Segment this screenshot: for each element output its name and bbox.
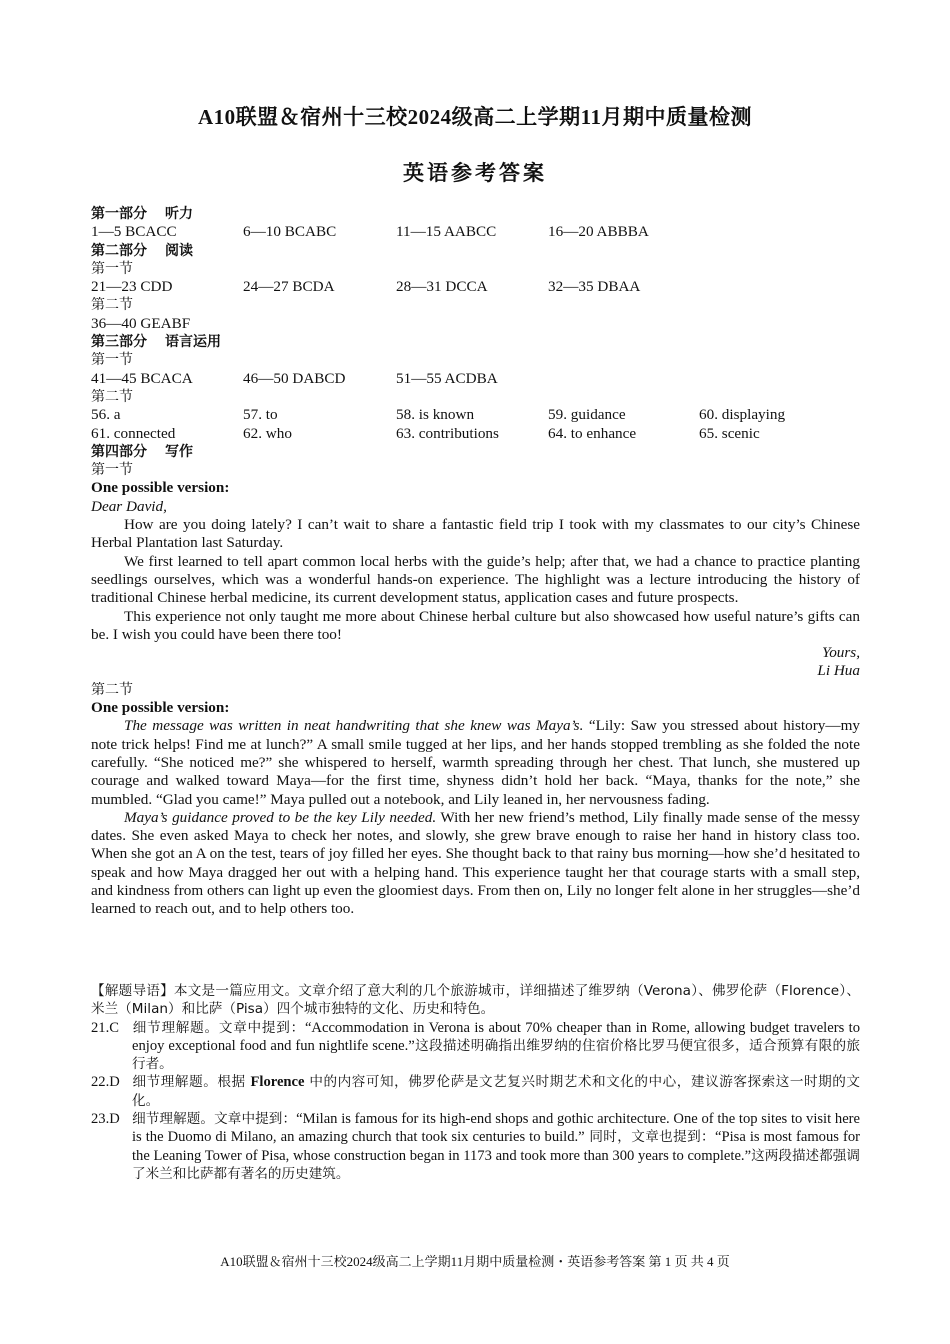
part3-number: 第三部分 <box>91 334 147 351</box>
letter-closing: Yours, <box>822 644 860 662</box>
part2-name: 阅读 <box>165 242 193 259</box>
quoted-text: “Milan is famous for its high-end shops and gothic architecture. One of the top sites to visit here is the Duomo di Milano, an amazing church that took six centuries to build.” <box>132 1111 861 1146</box>
answer-group: 6—10 BCABC <box>243 223 337 241</box>
part4-number: 第四部分 <box>91 443 147 460</box>
explanation-intro <box>91 982 860 1019</box>
intro-text: 【解题导语】本文是一篇应用文。文章介绍了意大利的几个旅游城市，详细描述了维罗纳（Verona）、佛罗伦萨（Florence）、米兰（Milan）和比萨（Pisa）四个城市独特的文化、历史和特色。 <box>91 983 860 1018</box>
answer-group: 41—45 BCACA <box>91 369 193 387</box>
part1-name: 听力 <box>165 206 193 222</box>
answer-group: 36—40 GEABF <box>91 314 191 332</box>
part2-heading <box>91 242 860 260</box>
letter-paragraph: We first learned to tell apart common local herbs with the guide’s help; after that, we had a chance to practice planting seedlings ourselves, which was a wonderful hands-on experience. The highlight was a lecture introducing the history of traditional Chinese herbal medicine, its current development status, application cases and future prospects. <box>91 552 860 607</box>
letter-paragraph: How are you doing lately? I can’t wait to share a fantastic field trip I took with my classmates to our city’s Chinese Herbal Plantation last Saturday. <box>91 516 860 552</box>
answer-item: 57. to <box>243 406 278 424</box>
story-paragraph <box>91 809 860 919</box>
answer-group: 46—50 DABCD <box>243 369 346 387</box>
letter-salutation: Dear David, <box>91 497 167 515</box>
part4-name: 写作 <box>165 443 193 460</box>
explanation-text: 同时，文章也提到： <box>584 1129 716 1146</box>
explanations <box>91 982 860 1183</box>
answer-item: 65. scenic <box>699 424 760 442</box>
part2-section2-label: 第二节 <box>91 297 133 314</box>
paragraph-lead-sentence: Maya’s guidance proved to be the key Lily needed. <box>124 808 437 826</box>
answer-key <box>91 205 860 919</box>
paragraph-lead-sentence: The message was written in neat handwriting that she knew was Maya’s. <box>124 717 584 735</box>
part3-section1-label: 第一节 <box>91 352 133 369</box>
explanation-item <box>91 1110 860 1183</box>
letter-signature: Li Hua <box>817 662 860 680</box>
part1-answers <box>91 223 860 241</box>
keyword: Florence <box>250 1074 305 1091</box>
answer-group: 16—20 ABBBA <box>548 223 649 241</box>
answer-item: 58. is known <box>396 406 475 424</box>
version-label: One possible version: <box>91 699 230 717</box>
answer-item: 59. guidance <box>548 406 626 424</box>
answer-group: 28—31 DCCA <box>396 278 488 296</box>
answer-item: 60. displaying <box>699 406 786 424</box>
part4-section2-label: 第二节 <box>91 681 133 698</box>
part3-name: 语言运用 <box>165 334 221 351</box>
explanation-text: 中的内容可知，佛罗伦萨是文艺复兴时期艺术和文化的中心，建议游客探索这一时期的文化。 <box>132 1074 860 1109</box>
answer-item: 63. contributions <box>396 424 499 442</box>
part2-number: 第二部分 <box>91 242 147 259</box>
question-answer: 23.D <box>91 1111 120 1128</box>
explanation-text: 这两段描述都强调了米兰和比萨都有著名的历史建筑。 <box>132 1147 861 1182</box>
answer-group: 51—55 ACDBA <box>396 369 498 387</box>
quoted-text: “Pisa is most famous for the Leaning Tower of Pisa, whose construction began in 1173 and took more than 300 years to complete.” <box>132 1129 860 1164</box>
explanation-text: 细节理解题。文章中提到： <box>132 1019 305 1036</box>
version-label: One possible version: <box>91 479 230 497</box>
question-answer: 21.C <box>91 1019 119 1036</box>
answer-group: 24—27 BCDA <box>243 278 335 296</box>
explanation-text: 细节理解题。根据 <box>132 1074 251 1091</box>
quoted-text: “Accommodation in Verona is about 70% cheaper than in Rome, allowing budget travelers to enjoy exceptional food and fun nightlife scene.” <box>132 1019 861 1054</box>
answer-group: 32—35 DBAA <box>548 278 641 296</box>
part2-section1-answers <box>91 278 860 296</box>
explanation-text: 细节理解题。文章中提到： <box>132 1111 297 1128</box>
part3-section2-row1 <box>91 406 860 424</box>
document-title: A10联盟＆宿州十三校2024级高二上学期11月期中质量检测 <box>197 105 752 129</box>
question-answer: 22.D <box>91 1074 120 1091</box>
explanation-item <box>91 1073 860 1110</box>
answer-item: 64. to enhance <box>548 424 637 442</box>
part3-section2-row2 <box>91 425 860 443</box>
part3-heading <box>91 333 860 351</box>
answer-group: 21—23 CDD <box>91 278 173 296</box>
paragraph-body: “Lily: Saw you stressed about history—my note trick helps! Find me at lunch?” A small smile tugged at her lips, and her hands stopped trembling as she folded the note carefully. “She noticed me?” she whispered to herself, warmth spreading through her chest. That lunch, she mustered up courage and walked toward Maya—for the first time, shyness didn’t hold her back. “Maya, thanks for the note,” she mumbled. “Glad you came!” Maya pulled out a notebook, and Lily leaned in, her nervousness fading. <box>91 717 860 808</box>
part4-heading <box>91 443 860 461</box>
part1-heading <box>91 205 860 223</box>
letter-paragraph: This experience not only taught me more about Chinese herbal culture but also showcased how useful nature’s gifts can be. I wish you could have been there too! <box>91 607 860 643</box>
explanation-item <box>91 1019 860 1074</box>
part3-section2-label: 第二节 <box>91 388 133 405</box>
answer-item: 62. who <box>243 424 292 442</box>
answer-group: 11—15 AABCC <box>396 223 497 241</box>
answer-item: 56. a <box>91 406 121 424</box>
part4-section1-label: 第一节 <box>91 462 133 479</box>
answer-item: 61. connected <box>91 424 176 442</box>
explanation-text: 这段描述明确指出维罗纳的住宿价格比罗马便宜很多，适合预算有限的旅行者。 <box>132 1037 860 1073</box>
document-subtitle: 英语参考答案 <box>403 161 547 185</box>
paragraph-body: With her new friend’s method, Lily finally made sense of the messy dates. She even asked Maya to check her notes, and slowly, she grew brave enough to raise her hand in history class too. When she got an A on the test, tears of joy filled her eyes. She thought back to that rainy bus morning—how she’d hesitated to speak and how Maya dragged her out with a helping hand. This experience taught her that courage starts with a small step, and kindness from others can light up even the gloomiest days. From then on, Lily no longer felt alone in her struggles—she’d learned to reach out, and to help others too. <box>91 808 860 918</box>
part2-section1-label: 第一节 <box>91 260 133 277</box>
part2-section2-answers <box>91 315 860 333</box>
part1-number: 第一部分 <box>91 206 147 222</box>
story-paragraph <box>91 717 860 808</box>
part3-section1-answers <box>91 370 860 388</box>
page-footer: A10联盟＆宿州十三校2024级高二上学期11月期中质量检测・英语参考答案 第 1 页 共 4 页 <box>220 1254 730 1269</box>
answer-group: 1—5 BCACC <box>91 223 177 241</box>
